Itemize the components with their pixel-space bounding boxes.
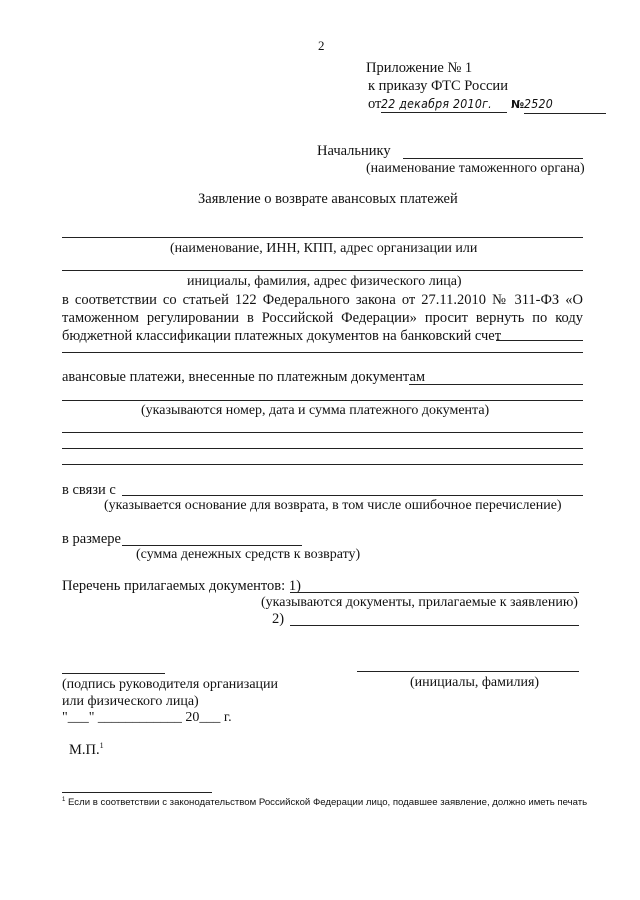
document-title: Заявление о возврате авансовых платежей bbox=[198, 191, 458, 207]
payments-field-line-5[interactable] bbox=[62, 464, 583, 465]
footnote-text: Если в соответствии с законодательством Российской Федерации лицо, подавшее заявление, должно иметь печать bbox=[68, 797, 588, 808]
amount-label: в размере bbox=[62, 531, 121, 547]
payments-field-line-3[interactable] bbox=[62, 432, 583, 433]
applicant-field-line-1[interactable] bbox=[62, 237, 583, 238]
attachment-1-number: 1) bbox=[288, 578, 301, 594]
stamp-text: М.П. bbox=[69, 742, 100, 758]
reason-field-line[interactable] bbox=[122, 495, 583, 496]
attachment-2-number: 2) bbox=[272, 611, 285, 627]
date-prefix: от bbox=[368, 96, 382, 112]
order-reference: к приказу ФТС России bbox=[368, 78, 508, 94]
payments-field-line-1[interactable] bbox=[409, 384, 583, 385]
name-field-line[interactable] bbox=[357, 671, 579, 672]
request-paragraph bbox=[62, 291, 583, 345]
attachments-hint: (указываются документы, прилагаемые к заявлению) bbox=[261, 595, 578, 610]
addressee-hint: (наименование таможенного органа) bbox=[366, 161, 585, 176]
request-line-2: таможенном регулировании в Российской Федерации» просит вернуть по коду bbox=[62, 310, 583, 326]
number-sign: № bbox=[511, 98, 525, 111]
reason-label: в связи с bbox=[62, 482, 116, 498]
applicant-hint-line-1: (наименование, ИНН, КПП, адрес организации или bbox=[170, 241, 478, 256]
page-number: 2 bbox=[318, 38, 325, 53]
footnote-divider bbox=[62, 792, 212, 793]
appendix-label: Приложение № 1 bbox=[366, 60, 473, 76]
payments-label: авансовые платежи, внесенные по платежным документам bbox=[62, 369, 426, 385]
request-line-1: в соответствии со статьей 122 Федерального закона от 27.11.2010 № 311-ФЗ «О bbox=[62, 292, 583, 308]
payments-field-line-4[interactable] bbox=[62, 448, 583, 449]
amount-hint: (сумма денежных средств к возврату) bbox=[136, 547, 361, 562]
attachments-label bbox=[62, 578, 301, 595]
payments-hint: (указываются номер, дата и сумма платежного документа) bbox=[141, 403, 490, 418]
order-date-number bbox=[368, 96, 606, 114]
applicant-hint-line-2: инициалы, фамилия, адрес физического лица) bbox=[187, 274, 462, 289]
stamp-footnote-mark: 1 bbox=[99, 741, 104, 751]
reason-hint: (указывается основание для возврата, в том числе ошибочное перечисление) bbox=[104, 498, 562, 513]
name-hint: (инициалы, фамилия) bbox=[410, 675, 540, 690]
bank-account-field-line[interactable] bbox=[496, 340, 583, 341]
date-field bbox=[381, 96, 507, 113]
addressee-field-line[interactable] bbox=[403, 158, 583, 159]
number-field bbox=[524, 96, 606, 114]
signature-date-line[interactable]: "___" ____________ 20___ г. bbox=[62, 710, 232, 725]
request-line-3: бюджетной классификации платежных документов на банковский счет bbox=[62, 328, 502, 344]
attachments-title: Перечень прилагаемых документов: bbox=[62, 578, 286, 594]
signer-hint-line-1: (подпись руководителя организации bbox=[62, 677, 279, 692]
signer-hint-line-2: или физического лица) bbox=[62, 694, 199, 709]
footnote-mark: 1 bbox=[62, 796, 66, 803]
addressee-label: Начальнику bbox=[317, 143, 391, 159]
date-value: 22 декабря 2010г. bbox=[381, 96, 493, 111]
footnote bbox=[62, 797, 587, 808]
signature-field-line[interactable] bbox=[62, 673, 165, 674]
number-value: 2520 bbox=[524, 96, 554, 111]
attachment-1-field-line[interactable] bbox=[290, 592, 579, 593]
stamp-label bbox=[69, 742, 104, 759]
applicant-field-line-2[interactable] bbox=[62, 270, 583, 271]
attachment-2-field-line[interactable] bbox=[290, 625, 579, 626]
payments-field-line-2[interactable] bbox=[62, 400, 583, 401]
bank-account-field-line-2[interactable] bbox=[62, 352, 583, 353]
amount-field-line[interactable] bbox=[122, 545, 302, 546]
